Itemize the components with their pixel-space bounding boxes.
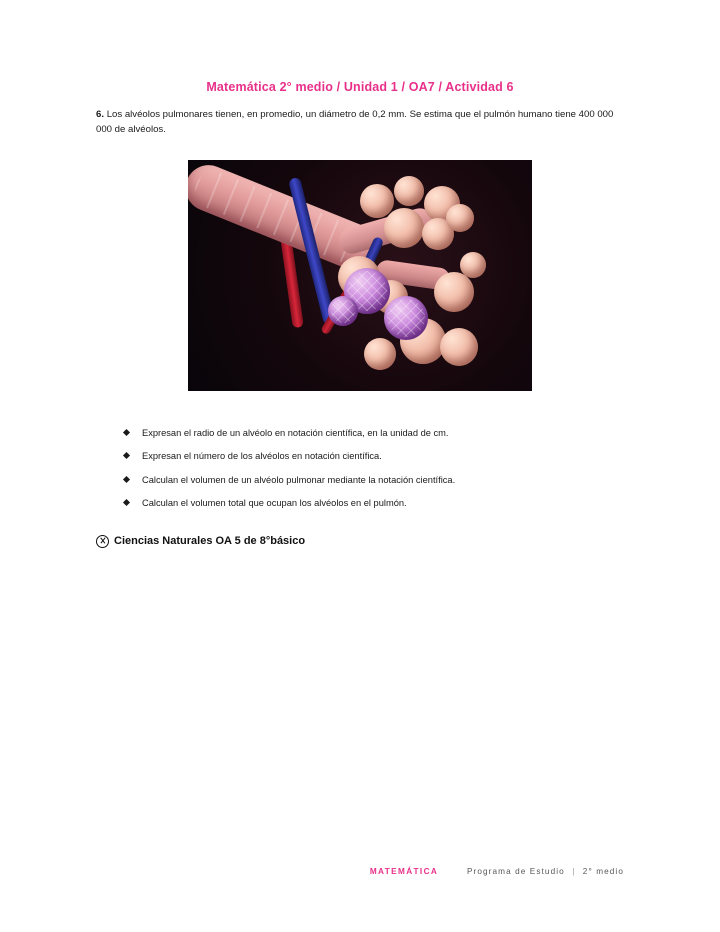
task-text: Expresan el radio de un alvéolo en notación científica, en la unidad de cm. <box>142 427 449 438</box>
task-text: Calculan el volumen de un alvéolo pulmonar mediante la notación científica. <box>142 474 456 485</box>
alveolus-shape <box>364 338 396 370</box>
page-footer <box>0 867 720 876</box>
footer-subject: MATEMÁTICA <box>369 867 439 876</box>
bullet-diamond-icon <box>123 429 130 436</box>
alveolus-shape <box>360 184 394 218</box>
page-title: Matemática 2° medio / Unidad 1 / OA7 / Actividad 6 <box>206 80 514 94</box>
footer-program: Programa de Estudio <box>466 867 565 876</box>
list-item <box>96 450 624 474</box>
alveolus-shape <box>384 208 424 248</box>
alveolus-shape <box>394 176 424 206</box>
document-content <box>96 80 624 548</box>
task-text: Expresan el número de los alvéolos en notación científica. <box>142 451 382 462</box>
alveolus-capillary-shape <box>328 296 358 326</box>
task-text: Calculan el volumen total que ocupan los alvéolos en el pulmón. <box>142 498 407 509</box>
activity-intro-text: Los alvéolos pulmonares tienen, en promedio, un diámetro de 0,2 mm. Se estima que el pulmón humano tiene 400 000 000 de alvéolos. <box>96 109 614 135</box>
activity-number: 6. <box>96 109 105 120</box>
alveolus-shape <box>460 252 486 278</box>
curriculum-connection <box>96 535 624 548</box>
alveoli-illustration <box>188 160 532 391</box>
bullet-diamond-icon <box>123 499 130 506</box>
footer-separator: | <box>572 867 576 876</box>
list-item <box>96 427 624 451</box>
footer-level: 2° medio <box>582 867 624 876</box>
task-list <box>96 427 624 521</box>
bullet-diamond-icon <box>123 452 130 459</box>
list-item <box>96 497 624 521</box>
activity-intro <box>96 108 624 138</box>
alveolus-capillary-shape <box>384 296 428 340</box>
alveolus-shape <box>434 272 474 312</box>
bullet-diamond-icon <box>123 476 130 483</box>
curriculum-connection-label: Ciencias Naturales OA 5 de 8°básico <box>114 535 306 548</box>
alveolus-shape <box>440 328 478 366</box>
alveolus-shape <box>446 204 474 232</box>
list-item <box>96 474 624 498</box>
illustration-canvas <box>188 160 532 391</box>
curriculum-link-icon <box>96 535 109 548</box>
